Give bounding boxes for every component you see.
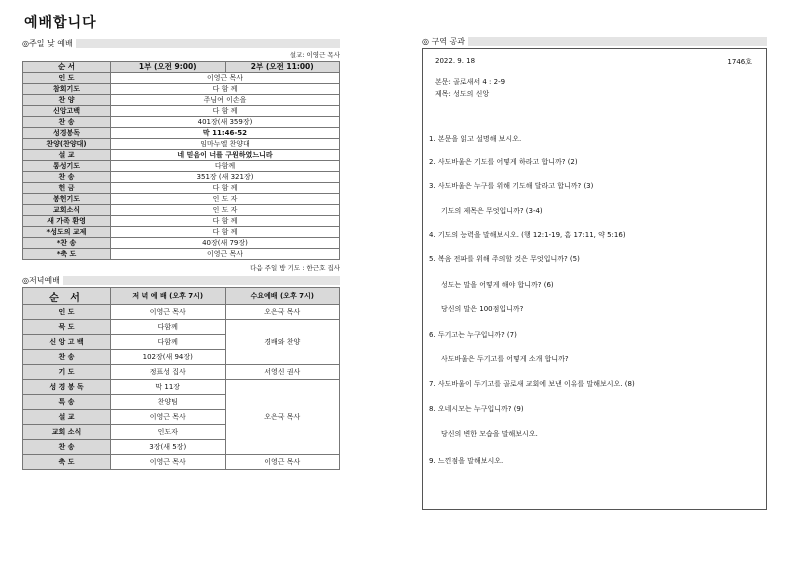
study-box: [422, 48, 767, 510]
evening-value: 이영근 목사: [111, 305, 226, 320]
row-label: *찬 송: [23, 238, 111, 249]
study-date: 2022. 9. 18: [435, 57, 476, 65]
evening-value: 찬양팀: [111, 395, 226, 410]
wednesday-value: 오은국 목사: [225, 305, 340, 320]
table-row: [23, 238, 340, 249]
row-label: 새 가족 환영: [23, 216, 111, 227]
page-title: 예배합니다: [24, 15, 97, 31]
study-subquestion: 당신의 말은 100점입니까?: [441, 305, 524, 313]
row-value: 이영근 목사: [111, 249, 340, 260]
evening-value: 막 11장: [111, 380, 226, 395]
table-row: [23, 455, 340, 470]
row-label: 찬 양: [23, 95, 111, 106]
row-label: 기 도: [23, 365, 111, 380]
row-label: 특 송: [23, 395, 111, 410]
row-label: 찬 송: [23, 172, 111, 183]
table-header-row: [23, 288, 340, 305]
row-value: 주님여 이손을: [111, 95, 340, 106]
row-value: 네 믿음이 너를 구원하였느니라: [111, 150, 340, 161]
row-value: 40장(새 79장): [111, 238, 340, 249]
row-label: 참회기도: [23, 84, 111, 95]
study-section-header: [422, 36, 767, 46]
wednesday-value: 이영근 목사: [225, 455, 340, 470]
header-cell: 순 서: [23, 62, 111, 73]
study-question: 9. 느낀점을 말해보시오.: [429, 457, 504, 465]
row-label: 찬 송: [23, 350, 111, 365]
evening-section-label: ◎저녁예배: [22, 275, 60, 285]
row-label: *성도의 교제: [23, 227, 111, 238]
row-label: 찬양(찬양대): [23, 139, 111, 150]
row-value: 인 도 자: [111, 205, 340, 216]
row-label: 신 앙 고 백: [23, 335, 111, 350]
study-passage: 본문: 골로새서 4 : 2-9: [435, 78, 506, 86]
table-row: [23, 172, 340, 183]
table-row: [23, 84, 340, 95]
row-label: 인 도: [23, 305, 111, 320]
study-question: 8. 오네시모는 누구입니까? (9): [429, 405, 524, 413]
table-row: [23, 194, 340, 205]
row-label: 인 도: [23, 73, 111, 84]
study-section-label: ◎ 구역 공과: [422, 36, 465, 46]
table-row: [23, 365, 340, 380]
evening-value: 3장(새 5장): [111, 440, 226, 455]
study-question: 1. 본문을 읽고 설명해 보시오.: [429, 135, 522, 143]
row-label: 성 경 봉 독: [23, 380, 111, 395]
evening-value: 인도자: [111, 425, 226, 440]
table-row: [23, 95, 340, 106]
issue-number: 1746호: [727, 58, 752, 66]
study-column: [422, 36, 767, 510]
table-row: [23, 139, 340, 150]
row-label: 설 교: [23, 410, 111, 425]
row-value: 이영근 목사: [111, 73, 340, 84]
row-label: 봉헌기도: [23, 194, 111, 205]
row-label: 찬 송: [23, 440, 111, 455]
row-label: 통성기도: [23, 161, 111, 172]
row-label: 성경봉독: [23, 128, 111, 139]
morning-order-table: [22, 61, 340, 260]
header-cell: 저 녁 예 배 (오후 7시): [111, 288, 226, 305]
row-value: 다 함 께: [111, 84, 340, 95]
section-bar: [63, 276, 340, 285]
study-question: 4. 기도의 능력을 말해보시오. (행 12:1-19, 흠 17:11, 약 5:16): [429, 231, 626, 239]
row-value: 다 함 께: [111, 106, 340, 117]
section-bar: [468, 37, 767, 46]
row-value: 351장 (새 321장): [111, 172, 340, 183]
row-value: 다 함 께: [111, 216, 340, 227]
study-question: 5. 복음 전파를 위해 주의할 것은 무엇입니까? (5): [429, 255, 580, 263]
worship-column: [22, 12, 340, 470]
table-row: [23, 205, 340, 216]
table-row: [23, 73, 340, 84]
study-subquestion: 기도의 제목은 무엇입니까? (3-4): [441, 207, 543, 215]
table-row: [23, 183, 340, 194]
row-value: 다 함 께: [111, 227, 340, 238]
row-label: 교회 소식: [23, 425, 111, 440]
preacher-line: 설교: 이영근 목사: [289, 51, 340, 59]
row-label: 축 도: [23, 455, 111, 470]
table-row: [23, 128, 340, 139]
row-label: 찬 송: [23, 117, 111, 128]
evening-value: 다함께: [111, 320, 226, 335]
study-subquestion: 사도바울은 두기고를 어떻게 소개 합니까?: [441, 355, 569, 363]
evening-value: 이영근 목사: [111, 410, 226, 425]
table-row: [23, 117, 340, 128]
table-row: [23, 249, 340, 260]
row-label: 교회소식: [23, 205, 111, 216]
study-question: 2. 사도바울은 기도를 어떻게 하라고 합니까? (2): [429, 158, 578, 166]
study-subquestion: 성도는 말을 어떻게 해야 합니까? (6): [441, 281, 554, 289]
next-week-prayer: 다음 주일 방 기도 : 한근호 집사: [250, 264, 340, 272]
row-value: 다 함 께: [111, 183, 340, 194]
section-bar: [76, 39, 340, 48]
table-row: [23, 216, 340, 227]
table-row: [23, 161, 340, 172]
header-cell: 1부 (오전 9:00): [111, 62, 226, 73]
evening-value: 다함께: [111, 335, 226, 350]
study-theme: 제목: 성도의 신앙: [435, 90, 490, 98]
row-value: 인 도 자: [111, 194, 340, 205]
header-cell: 순 서: [23, 288, 111, 305]
wednesday-value: 오은국 목사: [225, 380, 340, 455]
header-cell: 수요예배 (오후 7시): [225, 288, 340, 305]
evening-value: 102장(새 94장): [111, 350, 226, 365]
study-question: 7. 사도바울이 두기고를 골로새 교회에 보낸 이유를 말해보시오. (8): [429, 380, 635, 388]
row-label: 설 교: [23, 150, 111, 161]
table-row: [23, 106, 340, 117]
table-row: [23, 320, 340, 335]
evening-section-header: [22, 275, 340, 285]
evening-value: 정표성 집사: [111, 365, 226, 380]
study-question: 3. 사도바울은 누구를 위해 기도해 달라고 합니까? (3): [429, 182, 594, 190]
table-row: [23, 227, 340, 238]
row-value: 막 11:46-52: [111, 128, 340, 139]
study-subquestion: 당신의 변한 모습을 말해보시오.: [441, 430, 538, 438]
evening-value: 이영근 목사: [111, 455, 226, 470]
row-label: 신앙고백: [23, 106, 111, 117]
row-value: 다함께: [111, 161, 340, 172]
wednesday-value: 경배와 찬양: [225, 320, 340, 365]
row-label: 묵 도: [23, 320, 111, 335]
morning-section-label: ◎주일 낮 예배: [22, 38, 73, 48]
header-cell: 2부 (오전 11:00): [225, 62, 340, 73]
row-value: 임마누엘 찬양대: [111, 139, 340, 150]
row-label: *축 도: [23, 249, 111, 260]
table-row: [23, 305, 340, 320]
evening-order-table: [22, 287, 340, 470]
row-label: 헌 금: [23, 183, 111, 194]
table-row: [23, 380, 340, 395]
morning-section-header: [22, 38, 340, 48]
table-row: [23, 150, 340, 161]
row-value: 401장(새 359장): [111, 117, 340, 128]
table-header-row: [23, 62, 340, 73]
study-question: 6. 두기고는 누구입니까? (7): [429, 331, 517, 339]
wednesday-value: 서영신 권사: [225, 365, 340, 380]
